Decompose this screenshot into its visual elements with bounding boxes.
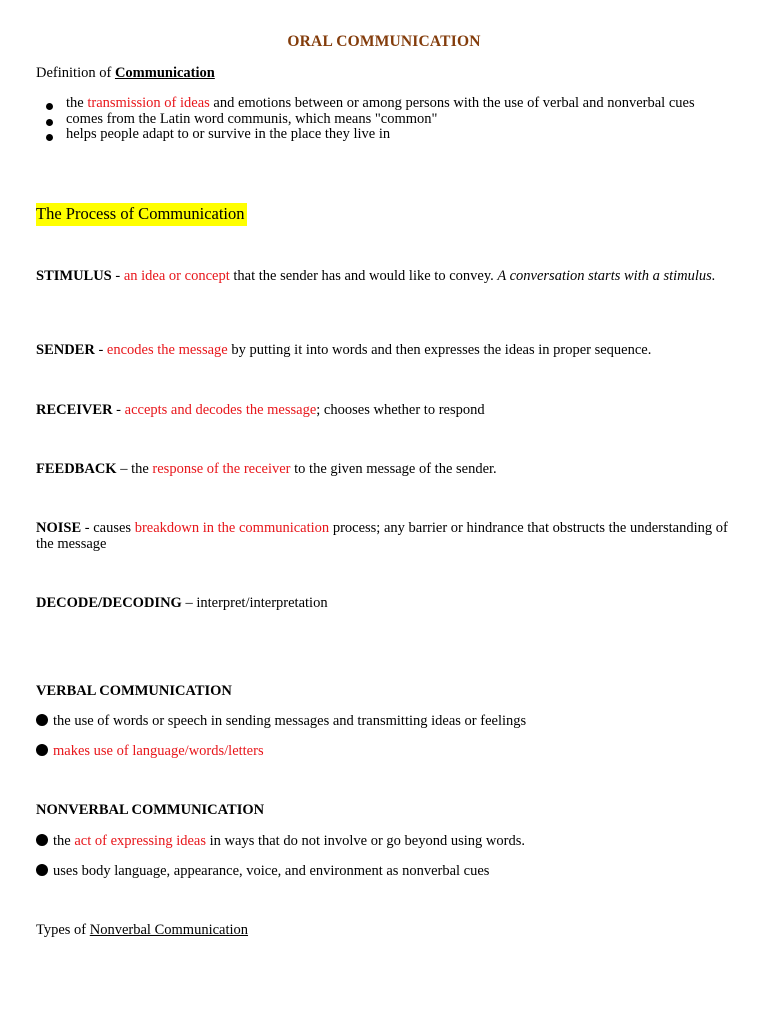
list-item: uses body language, appearance, voice, and environment as nonverbal cues <box>36 863 732 879</box>
definition-term: Communication <box>114 65 215 81</box>
list-item: helps people adapt to or survive in the place they live in <box>46 127 732 143</box>
noise-definition: NOISE - causes breakdown in the communication process; any barrier or hindrance that obstructs the understanding of the message <box>36 520 728 552</box>
nonverbal-heading: NONVERBAL COMMUNICATION <box>36 802 265 818</box>
list-item: makes use of language/words/letters <box>36 743 732 759</box>
list-item: the transmission of ideas and emotions between or among persons with the use of verbal and nonverbal cues <box>46 96 732 112</box>
bullet-icon <box>46 119 53 126</box>
decode-definition: DECODE/DECODING – interpret/interpretation <box>36 595 328 611</box>
sender-definition: SENDER - encodes the message by putting it into words and then expresses the ideas in proper sequence. <box>36 342 652 358</box>
receiver-definition: RECEIVER - accepts and decodes the message; chooses whether to respond <box>36 402 485 418</box>
stimulus-definition: STIMULUS - an idea or concept that the sender has and would like to convey. A conversation starts with a stimulus. <box>36 268 716 284</box>
page-title: ORAL COMMUNICATION <box>287 33 481 50</box>
list-item: comes from the Latin word communis, which means "common" <box>46 112 732 128</box>
definition-prefix: Definition of <box>36 65 115 81</box>
list-item: the act of expressing ideas in ways that do not involve or go beyond using words. <box>36 833 732 849</box>
bullet-icon <box>36 744 48 756</box>
types-line: Types of Nonverbal Communication <box>36 922 249 938</box>
bullet-icon <box>36 864 48 876</box>
feedback-definition: FEEDBACK – the response of the receiver to the given message of the sender. <box>36 461 497 477</box>
process-heading: The Process of Communication <box>36 203 247 226</box>
types-term: Nonverbal Communication <box>89 922 249 938</box>
list-item: the use of words or speech in sending messages and transmitting ideas or feelings <box>36 713 732 729</box>
verbal-heading: VERBAL COMMUNICATION <box>36 683 232 699</box>
bullet-icon <box>36 834 48 846</box>
bullet-icon <box>46 134 53 141</box>
definition-line <box>36 65 732 81</box>
bullet-icon <box>36 714 48 726</box>
definition-bullets <box>46 96 732 143</box>
bullet-icon <box>46 103 53 110</box>
